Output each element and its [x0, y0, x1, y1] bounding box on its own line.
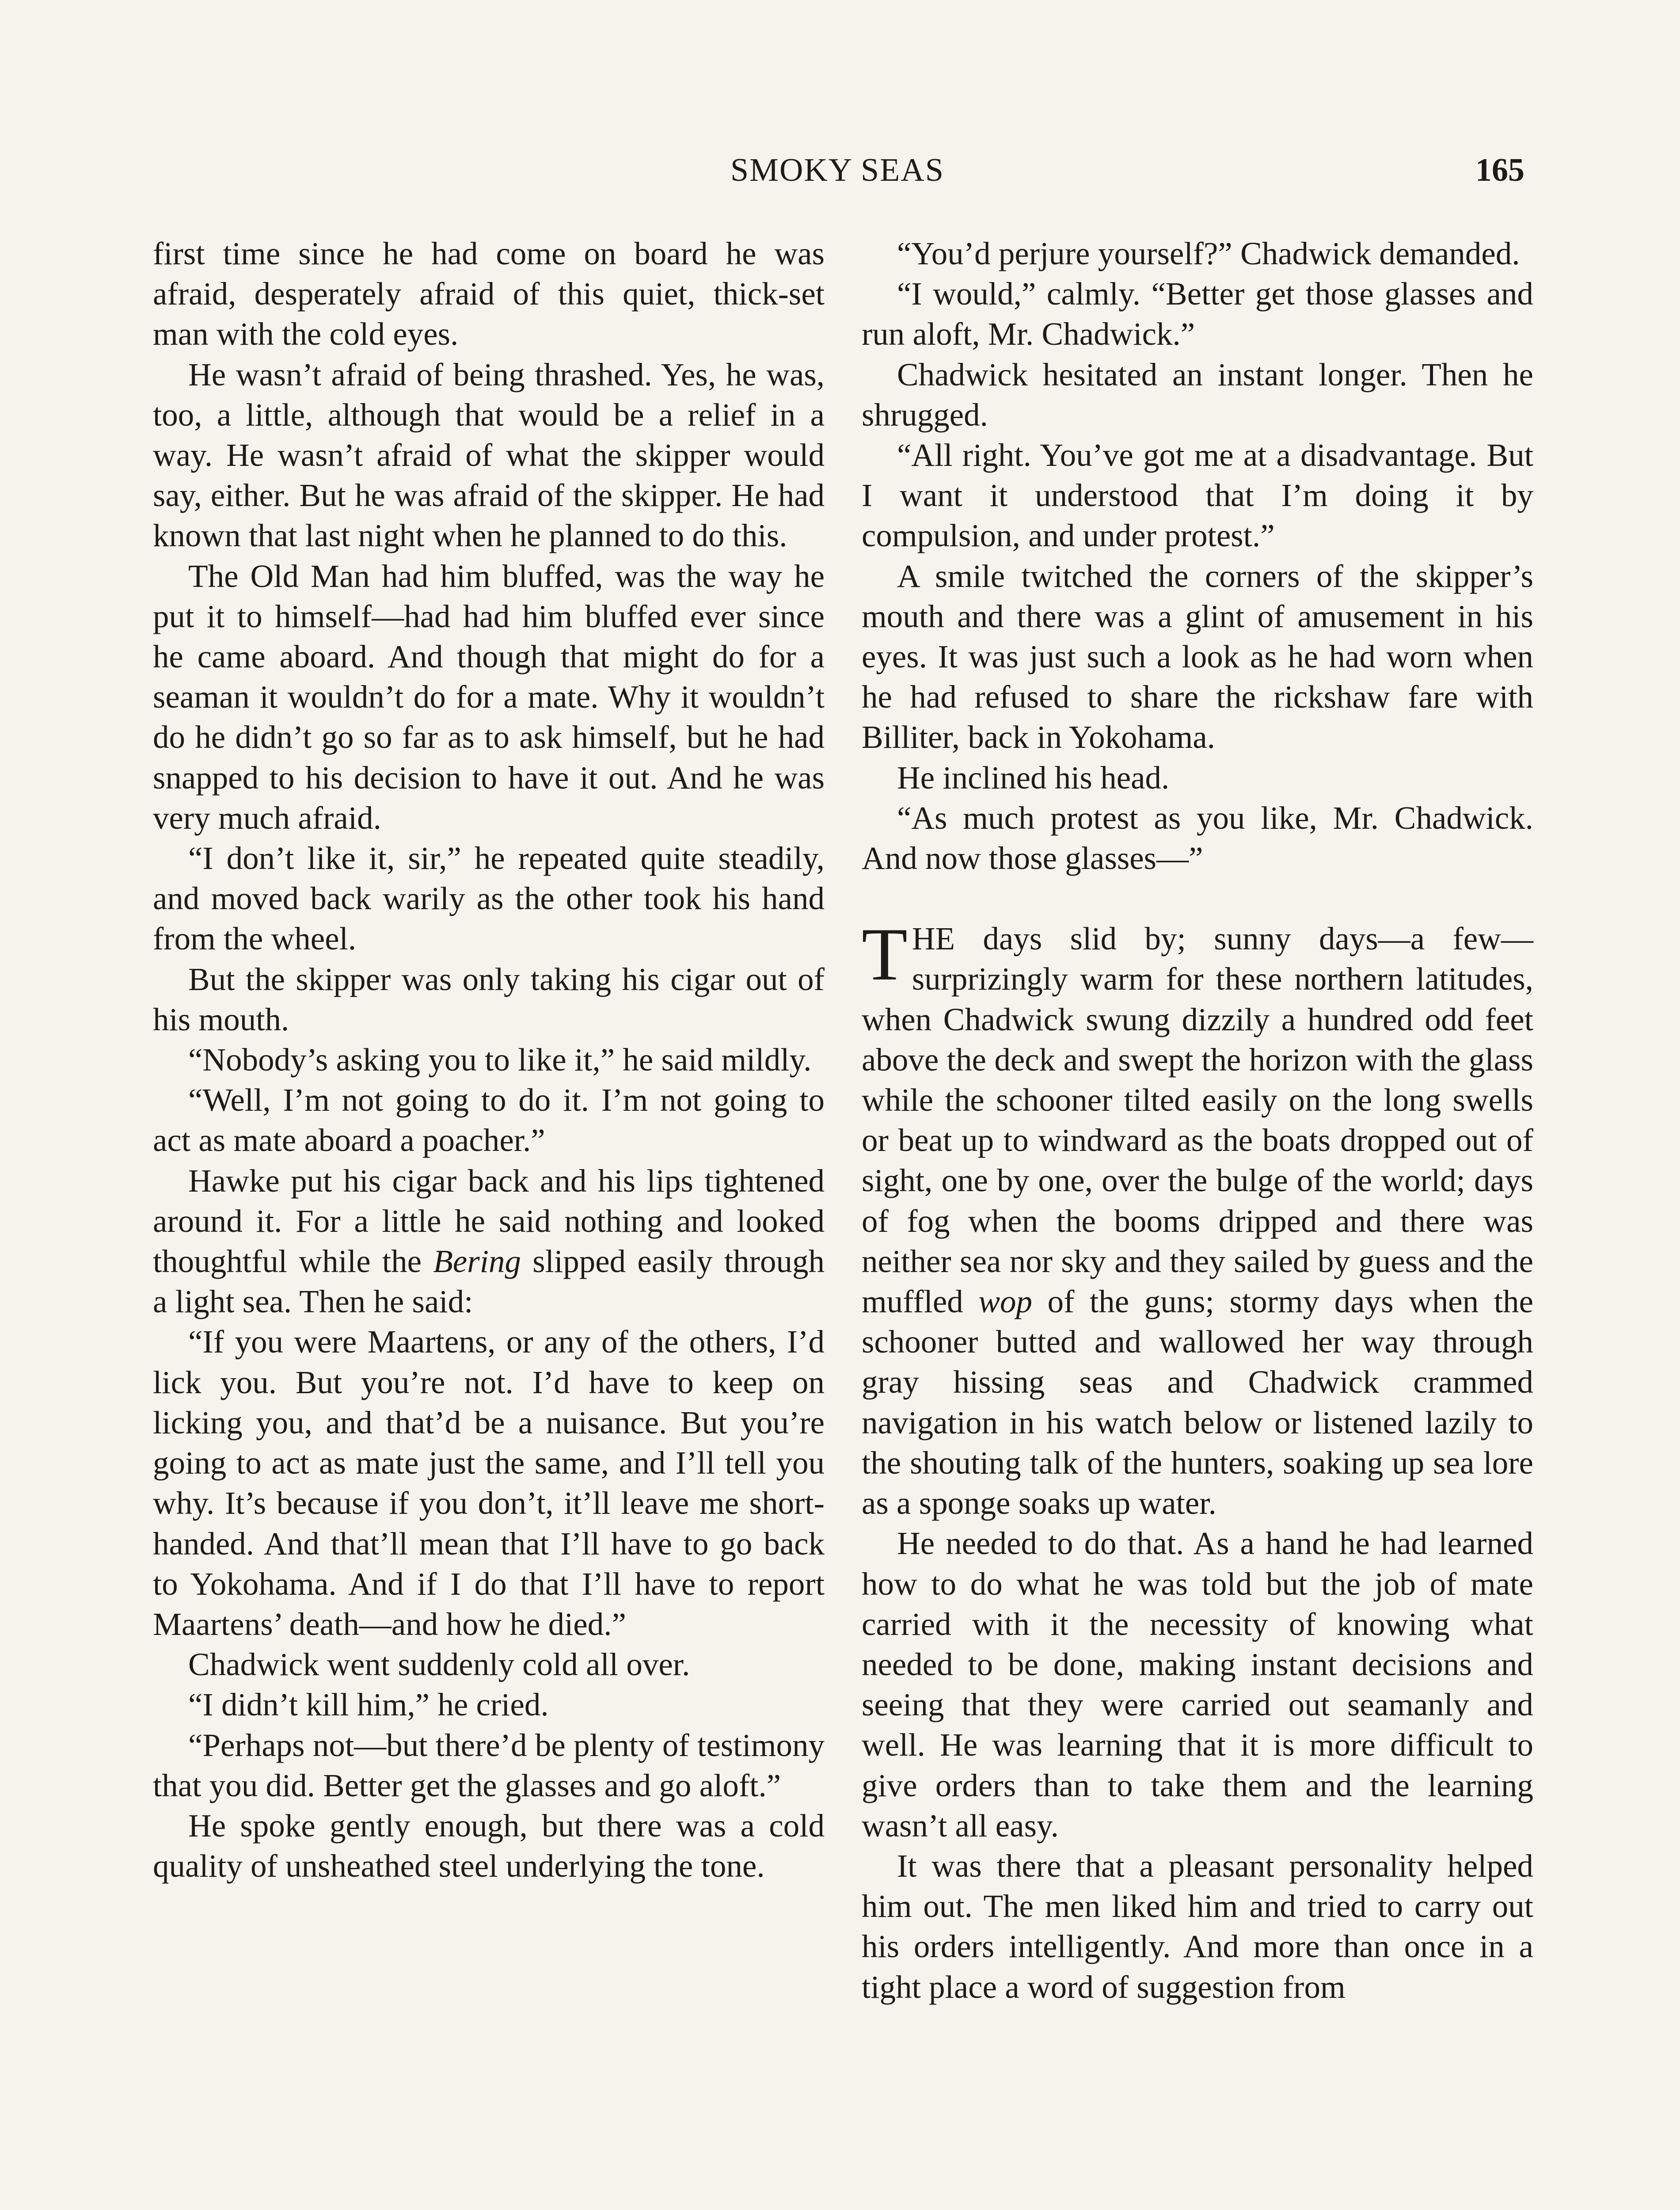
- paragraph: He wasn’t afraid of being thrashed. Yes, he was, too, a little, although that would be a relief in a way. He wasn’t afraid of what the skipper would say, either. But he was afraid of the skipper. He had known that last night when he planned to do this.: [153, 356, 825, 554]
- paragraph: “Nobody’s asking you to like it,” he said mildly.: [188, 1042, 812, 1078]
- left-column: [153, 233, 825, 1886]
- paragraph-text: of the guns; stormy days when the schooner butted and wallowed her way through gray hissing seas and Chadwick crammed navigation in his watch below or listened lazily to the shouting talk of the hunters, soaking up sea lore as a sponge soaks up water.: [862, 1284, 1534, 1521]
- paragraph: “I don’t like it, sir,” he repeated quite steadily, and moved back warily as the other took his hand from the wheel.: [153, 840, 825, 957]
- paragraph: A smile twitched the corners of the skipper’s mouth and there was a glint of amusement in his eyes. It was just such a look as he had worn when he had refused to share the rickshaw fare with Billiter, back in Yokohama.: [862, 558, 1533, 755]
- page-number: 165: [1475, 152, 1524, 188]
- paragraph-text: HE days slid by; sunny days—a few—surprizingly warm for these northern latitudes, when Chadwick swung dizzily a hundred odd feet above the deck and swept the horizon with the glass while the schooner tilted easily on the long swells or beat up to windward as the boats dropped out of sight, one by one, over the bulge of the world; days of fog when the booms dripped and there was neither sea nor sky and they sailed by guess and the muffled: [862, 921, 1533, 1320]
- paragraph: “I would,” calmly. “Better get those glasses and run aloft, Mr. Chadwick.”: [862, 276, 1533, 352]
- paragraph: “I didn’t kill him,” he cried.: [188, 1687, 549, 1723]
- drop-cap: T: [862, 913, 908, 996]
- paragraph: It was there that a pleasant personality helped him out. The men liked him and tried to carry out his orders intelligently. And more than once in a tight place a word of suggestion from: [862, 1848, 1533, 2005]
- paragraph: “Well, I’m not going to do it. I’m not going to act as mate aboard a poacher.”: [153, 1082, 825, 1158]
- paragraph: But the skipper was only taking his cigar out of his mouth.: [153, 961, 825, 1037]
- paragraph: [153, 1161, 825, 1322]
- paragraph: “You’d perjure yourself?” Chadwick demanded.: [897, 236, 1520, 271]
- paragraph: Chadwick hesitated an instant longer. Then he shrugged.: [862, 356, 1533, 433]
- italic-word: wop: [978, 1284, 1033, 1320]
- paragraph: Chadwick went suddenly cold all over.: [188, 1646, 690, 1683]
- paragraph: “As much protest as you like, Mr. Chadwick. And now those glasses—”: [862, 800, 1533, 876]
- paragraph: He spoke gently enough, but there was a cold quality of unsheathed steel underlying the tone.: [153, 1807, 825, 1884]
- paragraph: “If you were Maartens, or any of the others, I’d lick you. But you’re not. I’d have to keep on licking you, and that’d be a nuisance. But you’re going to act as mate just the same, and I’ll tell you why. It’s because if you don’t, it’ll leave me short-handed. And that’ll mean that I’ll have to go back to Yokohama. And if I do that I’ll have to report Maartens’ death—and how he died.”: [153, 1324, 825, 1642]
- paragraph: The Old Man had him bluffed, was the way he put it to himself—had had him bluffed ever since he came aboard. And though that might do for a seaman it wouldn’t do for a mate. Why it wouldn’t do he didn’t go so far as to ask himself, but he had snapped to his decision to have it out. And he was very much afraid.: [153, 558, 825, 836]
- paragraph: first time since he had come on board he was afraid, desperately afraid of this quiet, thick-set man with the cold eyes.: [153, 236, 825, 352]
- paragraph-text: Hawke put his cigar back and his lips tightened around it. For a little he said nothing and looked thoughtful while the: [153, 1162, 825, 1280]
- paragraph: “All right. You’ve got me at a disadvantage. But I want it understood that I’m doing it by compulsion, and under protest.”: [862, 437, 1533, 554]
- running-title: SMOKY SEAS: [730, 152, 944, 188]
- paragraph: He needed to do that. As a hand he had learned how to do what he was told but the job of mate carried with it the necessity of knowing what needed to be done, making instant decisions and seeing that they were carried out seamanly and well. He was learning that it is more difficult to give orders than to take them and the learning wasn’t all easy.: [862, 1525, 1533, 1844]
- paragraph: “Perhaps not—but there’d be plenty of testimony that you did. Better get the glasses and go aloft.”: [153, 1727, 825, 1803]
- paragraph-text: slipped easily through a light sea. Then he said:: [153, 1243, 825, 1320]
- right-column: [862, 233, 1533, 2007]
- ship-name: Bering: [433, 1243, 521, 1280]
- paragraph: He inclined his head.: [897, 759, 1170, 796]
- running-head: [150, 146, 1524, 194]
- section-opening-paragraph: [862, 913, 1534, 1523]
